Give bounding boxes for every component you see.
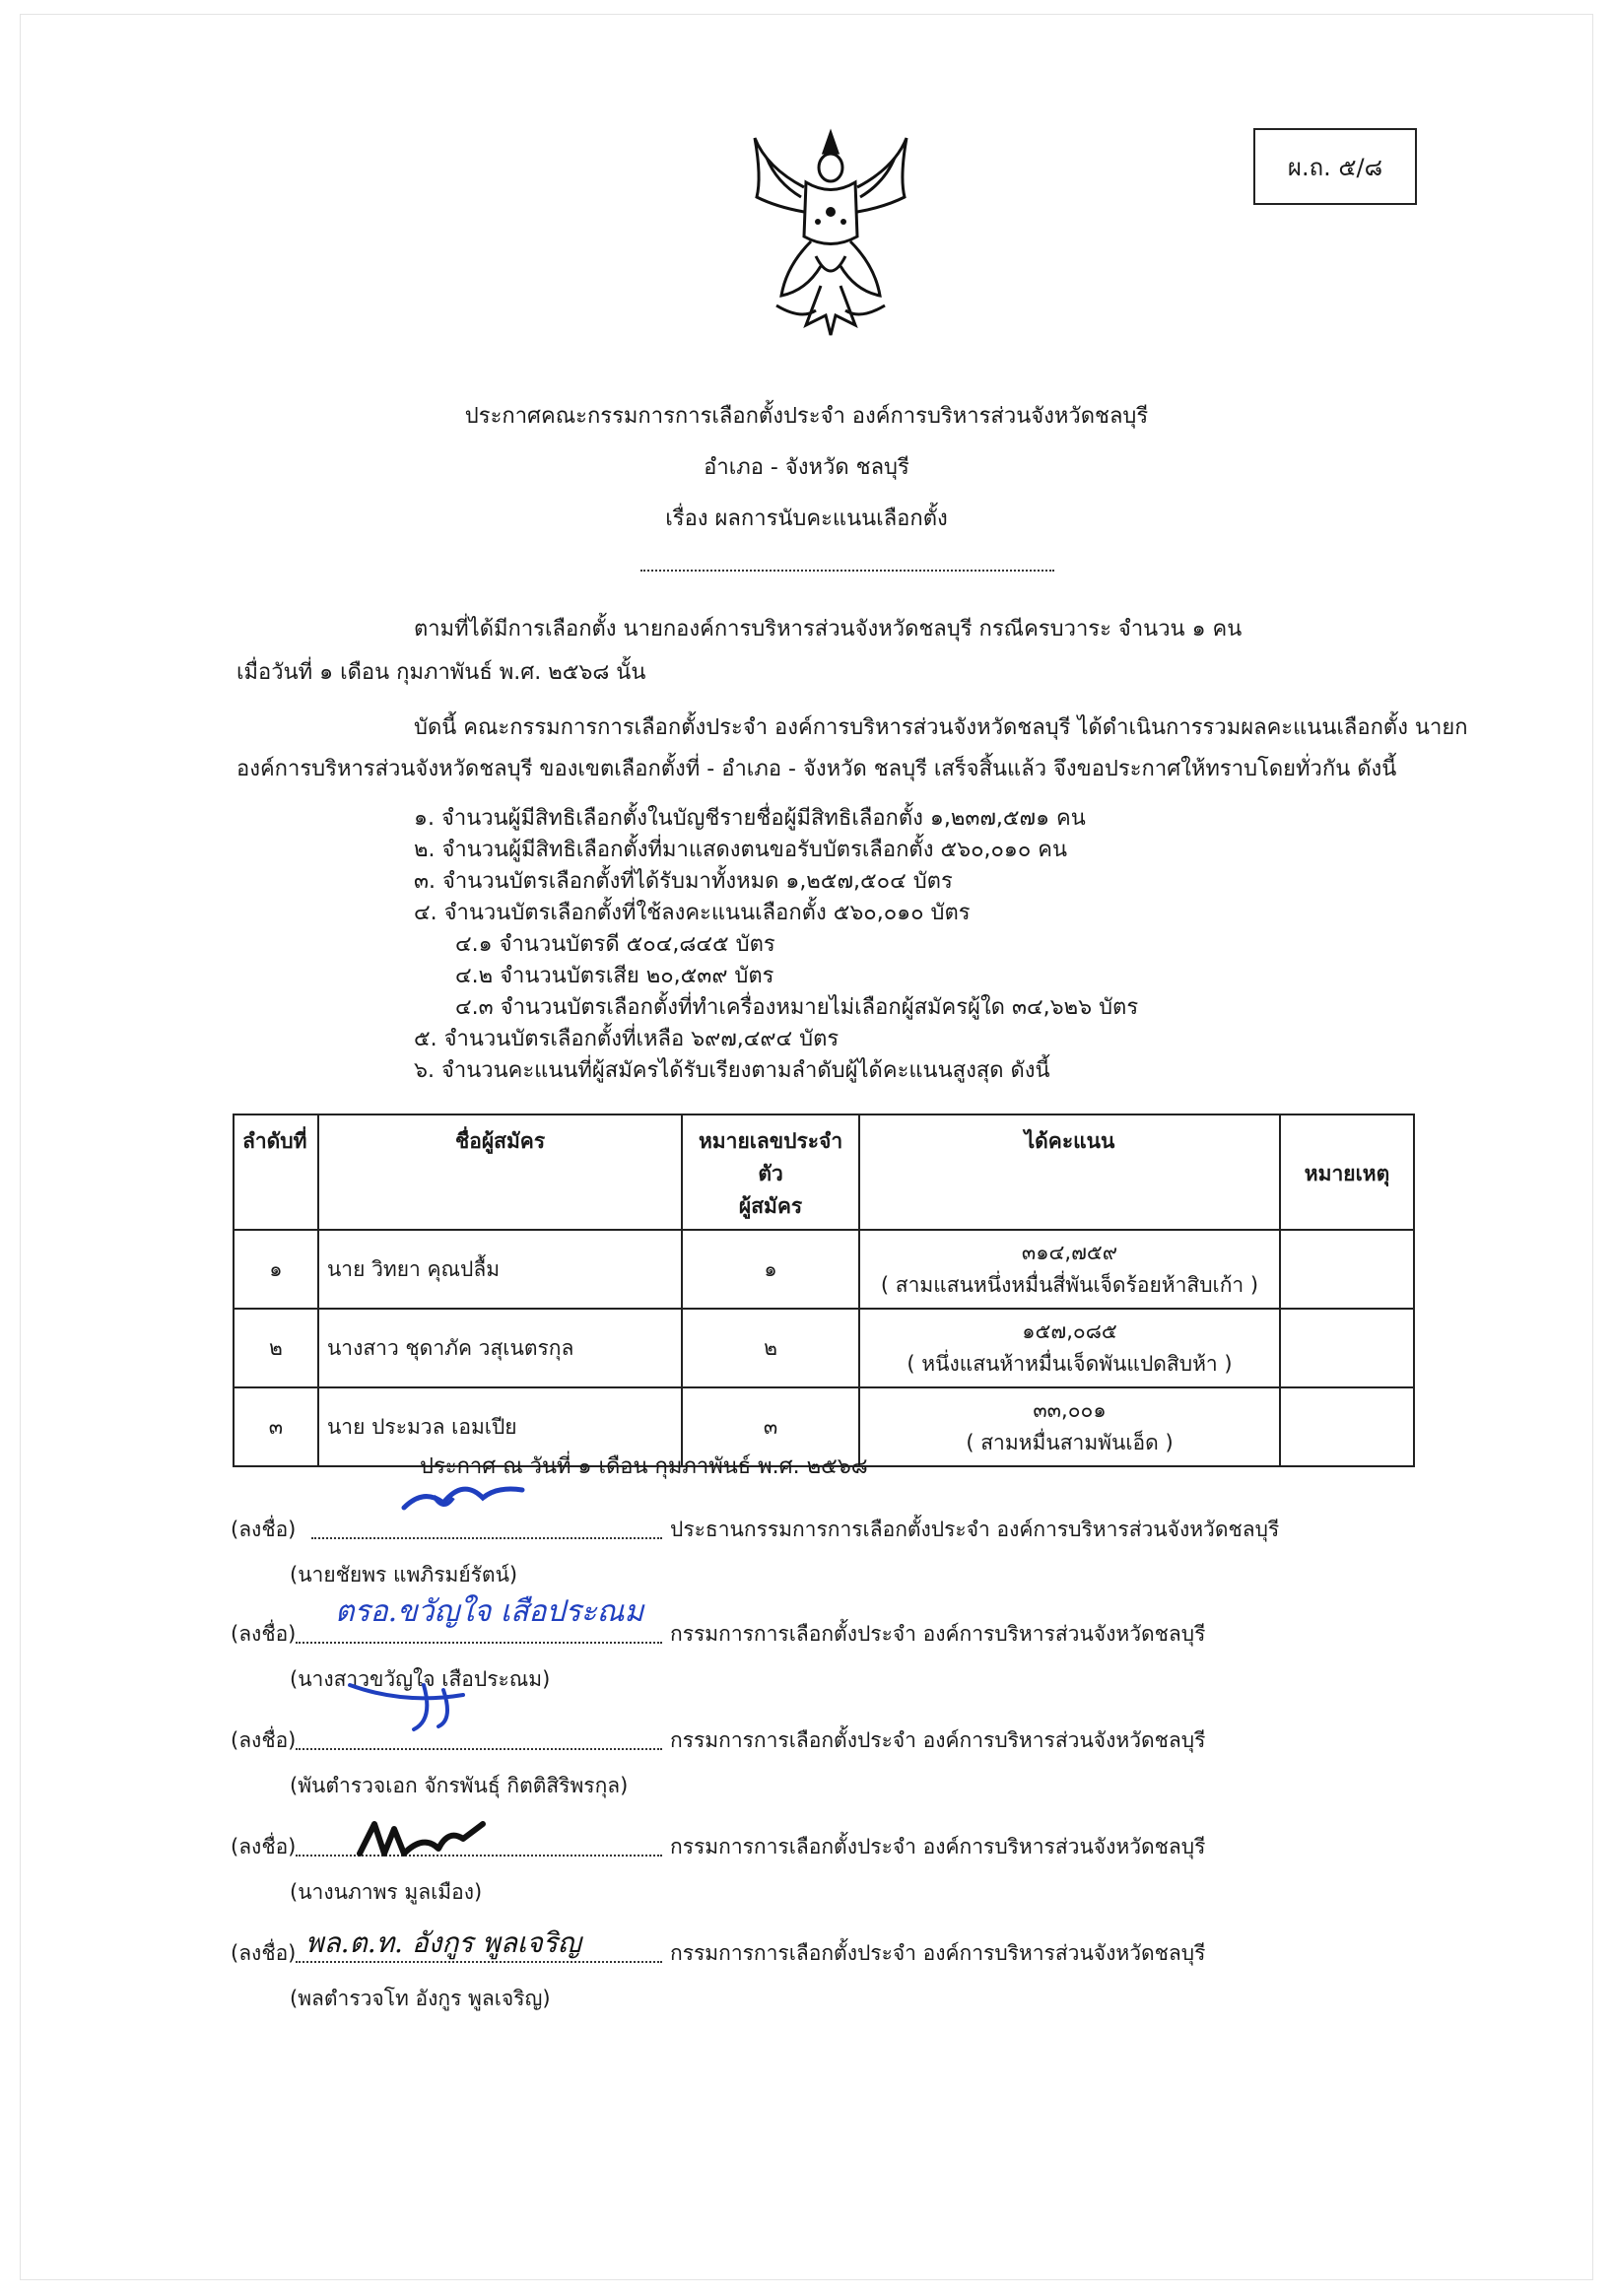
cell-number: ๑ — [682, 1230, 859, 1309]
cell-number: ๓ — [682, 1387, 859, 1466]
results-table — [233, 1114, 1415, 1467]
cell-name: นาย ประมวล เอมเปีย — [318, 1387, 682, 1466]
sig-line — [296, 1642, 662, 1644]
form-code-box: ผ.ถ. ๕/๘ — [1253, 128, 1417, 205]
header-name: ชื่อผู้สมัคร — [318, 1114, 682, 1230]
header-divider — [640, 570, 1054, 572]
cell-votes: ๑๕๗,๐๘๕ ( หนึ่งแสนห้าหมื่นเจ็ดพันแปดสิบห้า ) — [859, 1309, 1280, 1387]
cell-note — [1280, 1230, 1414, 1309]
header-note: หมายเหตุ — [1280, 1114, 1414, 1230]
intro-p2-line2: องค์การบริหารส่วนจังหวัดชลบุรี ของเขตเลือกตั้งที่ - อำเภอ - จังหวัด ชลบุรี เสร็จสิ้นแล้ว จึงขอประกาศให้ทราบโดยทั่วกัน ดังนี้ — [236, 757, 1397, 781]
cell-number: ๒ — [682, 1309, 859, 1387]
cell-note — [1280, 1309, 1414, 1387]
sig-role: กรรมการการเลือกตั้งประจำ องค์การบริหารส่วนจังหวัดชลบุรี — [670, 1728, 1206, 1752]
table-row — [234, 1230, 1414, 1309]
sig-label: (ลงชื่อ) — [231, 1518, 297, 1541]
sig-label: (ลงชื่อ) — [231, 1728, 297, 1752]
intro-p1-line1: ตามที่ได้มีการเลือกตั้ง นายกองค์การบริหารส่วนจังหวัดชลบุรี กรณีครบวาระ จำนวน ๑ คน — [414, 617, 1243, 642]
cell-name: นางสาว ชุดาภัค วสุเนตรกุล — [318, 1309, 682, 1387]
list-item: ๖. จำนวนคะแนนที่ผู้สมัครได้รับเรียงตามลำดับผู้ได้คะแนนสูงสุด ดังนี้ — [414, 1058, 1050, 1083]
cell-votes: ๓๓,๐๐๑ ( สามหมื่นสามพันเอ็ด ) — [859, 1387, 1280, 1466]
sig-label: (ลงชื่อ) — [231, 1941, 297, 1965]
list-item: ๒. จำนวนผู้มีสิทธิเลือกตั้งที่มาแสดงตนขอรับบัตรเลือกตั้ง ๕๖๐,๐๑๐ คน — [414, 838, 1068, 862]
cell-votes: ๓๑๔,๗๕๙ ( สามแสนหนึ่งหมื่นสี่พันเจ็ดร้อยห้าสิบเก้า ) — [859, 1230, 1280, 1309]
sig-role: กรรมการการเลือกตั้งประจำ องค์การบริหารส่วนจังหวัดชลบุรี — [670, 1622, 1206, 1646]
header-line-2: อำเภอ - จังหวัด ชลบุรี — [704, 455, 909, 480]
table-row — [234, 1309, 1414, 1387]
header-votes: ได้คะแนน — [859, 1114, 1280, 1230]
list-item: ๓. จำนวนบัตรเลือกตั้งที่ได้รับมาทั้งหมด ๑,๒๕๗,๕๐๔ บัตร — [414, 869, 953, 894]
list-item: ๔. จำนวนบัตรเลือกตั้งที่ใช้ลงคะแนนเลือกตั้ง ๕๖๐,๐๑๐ บัตร — [414, 901, 971, 925]
garuda-emblem-icon — [747, 128, 914, 340]
sig-name: (พันตำรวจเอก จักรพันธุ์ กิตติสิริพรกุล) — [290, 1774, 629, 1797]
sig-label: (ลงชื่อ) — [231, 1835, 297, 1858]
sig-name: (นายชัยพร แพภิรมย์รัตน์) — [290, 1563, 518, 1587]
cell-rank: ๓ — [234, 1387, 318, 1466]
sig-name: (พลตำรวจโท อังกูร พูลเจริญ) — [290, 1987, 551, 2010]
sig-line — [296, 1748, 662, 1750]
signature-1-mark — [394, 1468, 532, 1537]
list-item: ๕. จำนวนบัตรเลือกตั้งที่เหลือ ๖๙๗,๔๙๔ บัตร — [414, 1027, 840, 1051]
intro-p1-line2: เมื่อวันที่ ๑ เดือน กุมภาพันธ์ พ.ศ. ๒๕๖๘ นั้น — [236, 660, 646, 685]
sig-name: (นางสาวขวัญใจ เสือประณม) — [290, 1667, 551, 1691]
list-item: ๔.๒ จำนวนบัตรเสีย ๒๐,๕๓๙ บัตร — [455, 964, 774, 988]
header-line-1: ประกาศคณะกรรมการการเลือกตั้งประจำ องค์การบริหารส่วนจังหวัดชลบุรี — [464, 404, 1149, 429]
sig-role: ประธานกรรมการการเลือกตั้งประจำ องค์การบริหารส่วนจังหวัดชลบุรี — [670, 1518, 1280, 1541]
list-item: ๔.๓ จำนวนบัตรเลือกตั้งที่ทำเครื่องหมายไม่เลือกผู้สมัครผู้ใด ๓๔,๖๒๖ บัตร — [455, 995, 1139, 1020]
sig-label: (ลงชื่อ) — [231, 1622, 297, 1646]
signature-2-flourish — [345, 1665, 503, 1734]
header-line-3: เรื่อง ผลการนับคะแนนเลือกตั้ง — [665, 506, 948, 531]
sig-line — [311, 1537, 662, 1539]
sig-role: กรรมการการเลือกตั้งประจำ องค์การบริหารส่วนจังหวัดชลบุรี — [670, 1835, 1206, 1858]
signature-4-mark — [355, 1809, 493, 1868]
cell-rank: ๒ — [234, 1309, 318, 1387]
cell-note — [1280, 1387, 1414, 1466]
sig-name: (นางนภาพร มูลเมือง) — [290, 1880, 483, 1904]
list-item: ๑. จำนวนผู้มีสิทธิเลือกตั้งในบัญชีรายชื่อผู้มีสิทธิเลือกตั้ง ๑,๒๓๗,๕๗๑ คน — [414, 806, 1086, 831]
table-header-row — [234, 1114, 1414, 1230]
sig-role: กรรมการการเลือกตั้งประจำ องค์การบริหารส่วนจังหวัดชลบุรี — [670, 1941, 1206, 1965]
signature-2-handwriting: ตรอ.ขวัญใจ เสือประณม — [335, 1594, 644, 1629]
announce-date: ประกาศ ณ วันที่ ๑ เดือน กุมภาพันธ์ พ.ศ. ๒๕๖๘ — [420, 1454, 868, 1479]
signature-5-handwriting: พล.ต.ท. อังกูร พูลเจริญ — [305, 1926, 581, 1959]
list-item: ๔.๑ จำนวนบัตรดี ๕๐๔,๘๔๕ บัตร — [455, 932, 775, 957]
header-rank: ลำดับที่ — [234, 1114, 318, 1230]
header-number: หมายเลขประจำตัว ผู้สมัคร — [682, 1114, 859, 1230]
cell-rank: ๑ — [234, 1230, 318, 1309]
cell-name: นาย วิทยา คุณปลื้ม — [318, 1230, 682, 1309]
intro-p2-line1: บัดนี้ คณะกรรมการการเลือกตั้งประจำ องค์การบริหารส่วนจังหวัดชลบุรี ได้ดำเนินการรวมผลคะแนนเลือกตั้ง นายก — [414, 715, 1468, 740]
